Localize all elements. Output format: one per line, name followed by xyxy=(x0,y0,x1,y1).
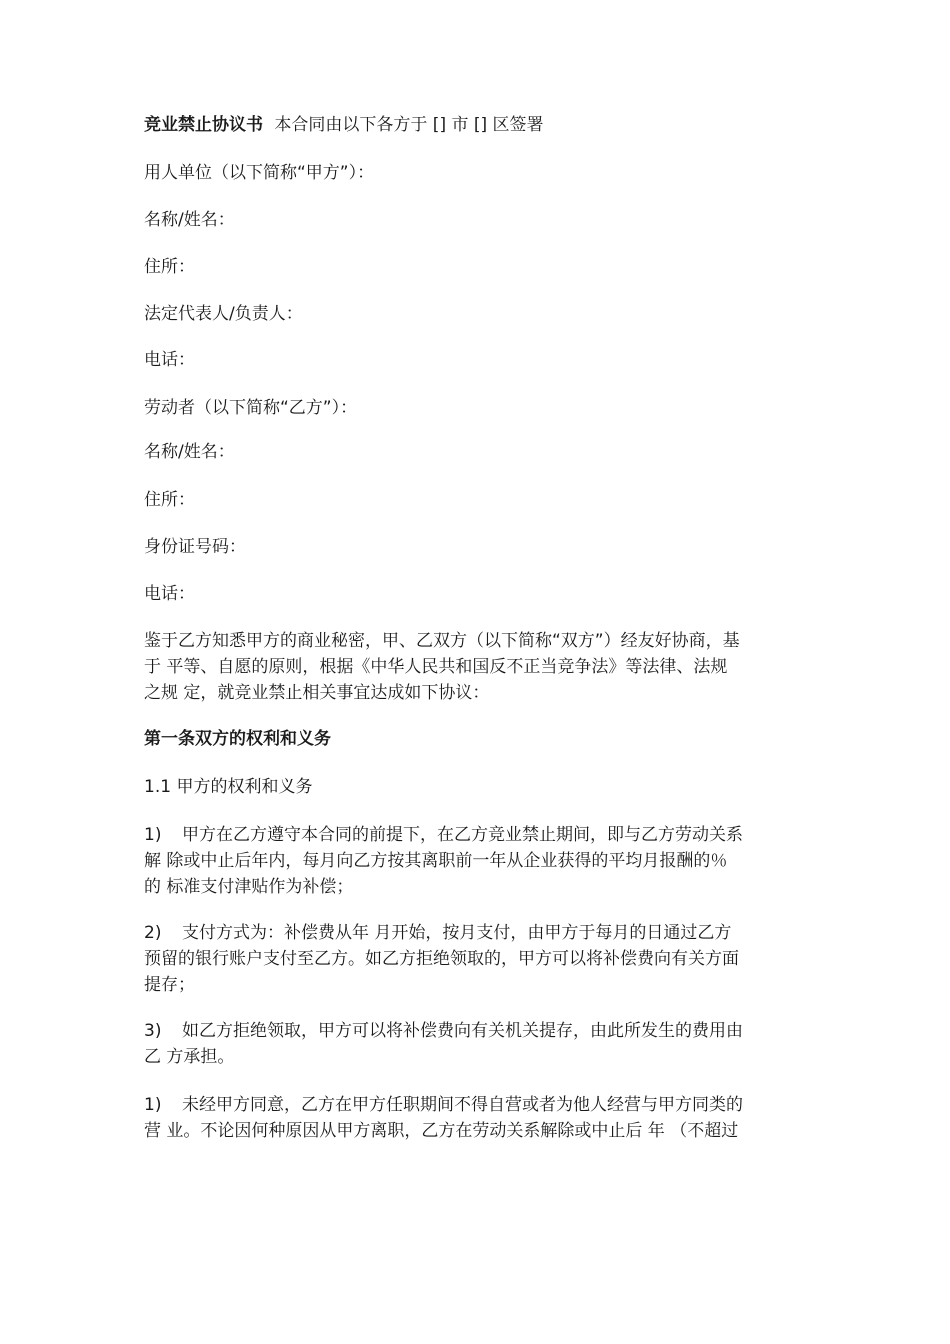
clause-text: 解 除或中止后年内，每月向乙方按其离职前一年从企业获得的平均月报酬的％ xyxy=(144,851,728,871)
preamble-line: 之规 定，就竞业禁止相关事宜达成如下协议： xyxy=(144,683,490,703)
clause-number: 2) xyxy=(144,923,162,943)
clause-text: 支付方式为：补偿费从年 月开始，按月支付，由甲方于每月的日通过乙方 xyxy=(182,923,732,943)
party-a-representative: 法定代表人/负责人： xyxy=(144,304,303,324)
party-b-header: 劳动者（以下简称“乙方”）： xyxy=(144,398,358,418)
clause-item xyxy=(144,1092,820,1144)
party-b-name: 名称/姓名： xyxy=(144,442,235,462)
clause-number: 3) xyxy=(144,1021,162,1041)
party-b-phone: 电话： xyxy=(144,584,195,604)
preamble-paragraph xyxy=(144,628,820,706)
party-a-phone: 电话： xyxy=(144,350,195,370)
clause-text: 预留的银行账户支付至乙方。如乙方拒绝领取的，甲方可以将补偿费向有关方面 xyxy=(144,949,739,969)
article-1-heading: 第一条双方的权利和义务 xyxy=(144,729,331,749)
party-a-address: 住所： xyxy=(144,257,195,277)
clause-number: 1) xyxy=(144,825,162,845)
clause-item xyxy=(144,1018,820,1070)
signing-place: 本合同由以下各方于 [] 市 [] 区签署 xyxy=(274,115,544,135)
party-a-name: 名称/姓名： xyxy=(144,210,235,230)
title-line xyxy=(144,112,544,138)
clause-text: 未经甲方同意，乙方在甲方任职期间不得自营或者为他人经营与甲方同类的 xyxy=(182,1095,743,1115)
preamble-line: 于 平等、自愿的原则，根据《中华人民共和国反不正当竞争法》等法律、法规 xyxy=(144,657,728,677)
party-b-id: 身份证号码： xyxy=(144,537,246,557)
clause-text: 营 业。不论因何种原因从甲方离职，乙方在劳动关系解除或中止后 年 （不超过 xyxy=(144,1121,739,1141)
document-title: 竞业禁止协议书 xyxy=(144,115,263,135)
clause-text: 乙 方承担。 xyxy=(144,1047,235,1067)
party-a-header: 用人单位（以下简称“甲方”）： xyxy=(144,163,375,183)
article-1-subheading: 1.1 甲方的权利和义务 xyxy=(144,777,313,797)
clause-text: 如乙方拒绝领取，甲方可以将补偿费向有关机关提存，由此所发生的费用由 xyxy=(182,1021,743,1041)
clause-item xyxy=(144,920,820,998)
party-b-address: 住所： xyxy=(144,490,195,510)
clause-number: 1) xyxy=(144,1095,162,1115)
preamble-line: 鉴于乙方知悉甲方的商业秘密，甲、乙双方（以下简称“双方”）经友好协商，基 xyxy=(144,631,740,651)
clause-text: 提存； xyxy=(144,975,195,995)
clause-text: 甲方在乙方遵守本合同的前提下，在乙方竞业禁止期间，即与乙方劳动关系 xyxy=(182,825,743,845)
clause-item xyxy=(144,822,820,900)
clause-text: 的 标准支付津贴作为补偿； xyxy=(144,877,354,897)
